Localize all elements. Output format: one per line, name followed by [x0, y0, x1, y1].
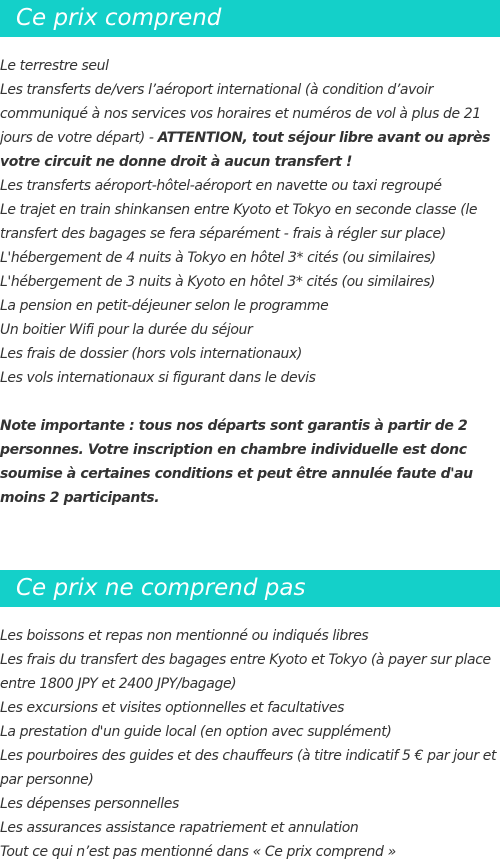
includes-list [0, 54, 500, 390]
transfer-warning: ATTENTION, tout séjour libre avant ou après votre circuit ne donne droit à aucun transfert ! [0, 130, 491, 170]
list-item: L'hébergement de 3 nuits à Kyoto en hôtel 3* cités (ou similaires) [0, 274, 436, 290]
list-item: Les vols internationaux si figurant dans le devis [0, 370, 316, 386]
list-item: Tout ce qui n’est pas mentionné dans « Ce prix comprend » [0, 844, 396, 860]
list-item: Le trajet en train shinkansen entre Kyoto et Tokyo en seconde classe (le transfert des bagages se fera séparément - frais à régler sur place) [0, 202, 478, 242]
list-item: Les boissons et repas non mentionné ou indiqués libres [0, 628, 369, 644]
list-item: Les transferts aéroport-hôtel-aéroport en navette ou taxi regroupé [0, 178, 442, 194]
list-item: Les pourboires des guides et des chauffeurs (à titre indicatif 5 € par jour et par personne) [0, 748, 497, 788]
excludes-heading: Ce prix ne comprend pas [0, 570, 500, 607]
list-item: Les assurances assistance rapatriement et annulation [0, 820, 359, 836]
list-item: Un boitier Wifi pour la durée du séjour [0, 322, 253, 338]
important-note [0, 414, 500, 510]
list-item: Les dépenses personnelles [0, 796, 179, 812]
list-item: Le terrestre seul [0, 58, 109, 74]
list-item: Les frais de dossier (hors vols internationaux) [0, 346, 302, 362]
includes-heading: Ce prix comprend [0, 0, 500, 37]
list-item-text: Les transferts de/vers l’aéroport international (à condition d’avoir communiqué à nos services vos horaires et numéros de vol à plus de 21 jours de votre départ) - [0, 82, 481, 146]
excludes-list [0, 624, 500, 864]
list-item: La prestation d'un guide local (en option avec supplément) [0, 724, 392, 740]
list-item: L'hébergement de 4 nuits à Tokyo en hôtel 3* cités (ou similaires) [0, 250, 436, 266]
list-item [0, 78, 500, 174]
list-item: Les frais du transfert des bagages entre Kyoto et Tokyo (à payer sur place entre 1800 JPY et 2400 JPY/bagage) [0, 652, 491, 692]
list-item: La pension en petit-déjeuner selon le programme [0, 298, 329, 314]
important-note-text: Note importante : tous nos départs sont garantis à partir de 2 personnes. Votre inscription en chambre individuelle est donc soumise à certaines conditions et peut être annulée faute d'au moins 2 participants. [0, 418, 473, 506]
list-item: Les excursions et visites optionnelles et facultatives [0, 700, 344, 716]
